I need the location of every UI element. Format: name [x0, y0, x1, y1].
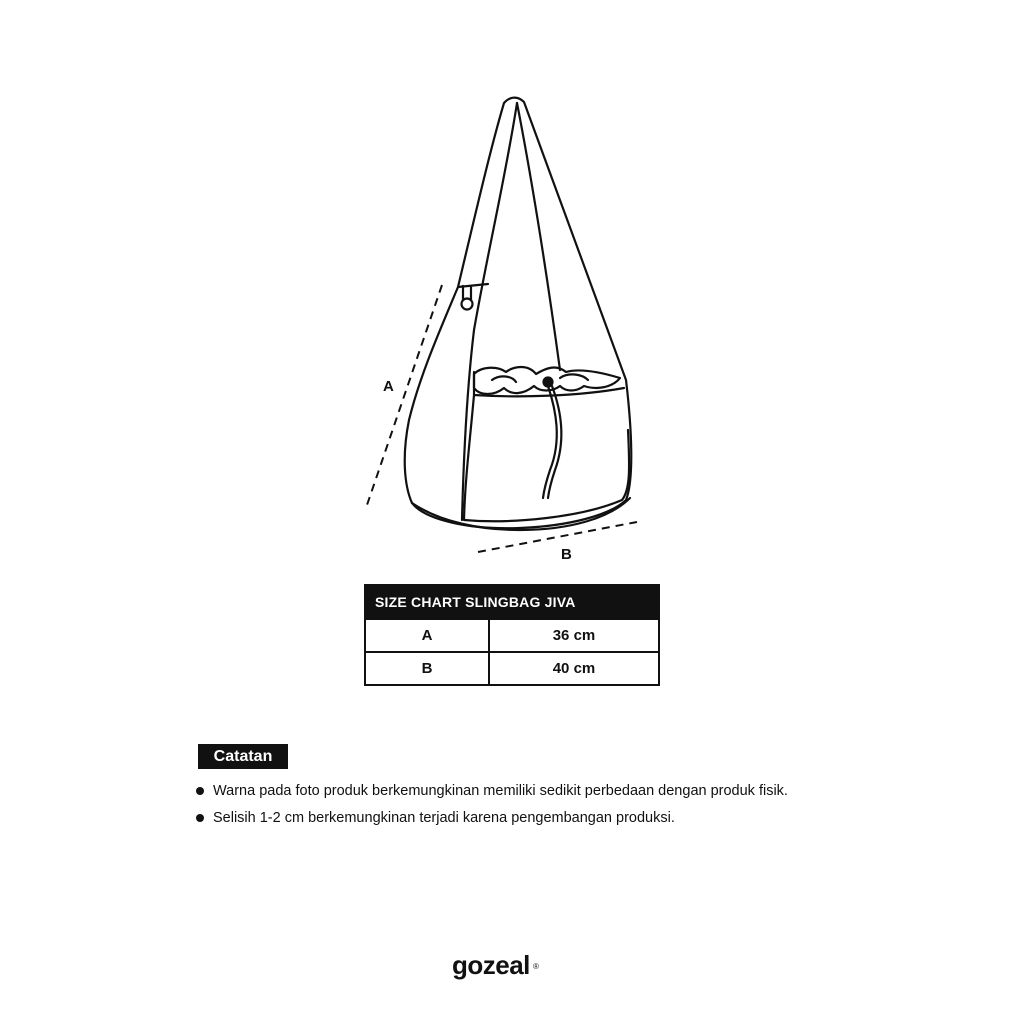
scrunch-fold-2 [560, 374, 588, 380]
bag-base [412, 498, 630, 530]
bullet-icon [196, 787, 204, 795]
scrunch-fold-1 [492, 376, 516, 382]
zip-ring [462, 299, 473, 310]
list-item [196, 782, 788, 800]
note-text: Selisih 1-2 cm berkemungkinan terjadi karena pengembangan produksi. [213, 810, 675, 826]
slingbag-drawing [405, 98, 632, 530]
size-value-b: 40 cm [489, 652, 659, 685]
drawstring-cord-1 [543, 386, 557, 498]
size-key-b: B [365, 652, 489, 685]
size-chart-header-row [365, 585, 659, 619]
dimension-label-a: A [383, 378, 394, 395]
dimension-label-b: B [561, 546, 572, 563]
size-chart-title: SIZE CHART SLINGBAG JIVA [365, 585, 659, 619]
drawstring-cord-2 [548, 386, 561, 498]
note-text: Warna pada foto produk berkemungkinan memiliki sedikit perbedaan dengan produk fisik. [213, 783, 788, 799]
bullet-icon [196, 814, 204, 822]
table-row [365, 619, 659, 652]
brand-name: gozeal [452, 950, 530, 980]
strap-front-left [462, 103, 517, 520]
list-item [196, 809, 788, 827]
notes-heading: Catatan [198, 744, 288, 769]
table-row [365, 652, 659, 685]
size-chart-table [364, 584, 660, 686]
size-value-a: 36 cm [489, 619, 659, 652]
size-key-a: A [365, 619, 489, 652]
notes-list [196, 782, 788, 836]
bag-outline [405, 98, 632, 529]
registered-mark: ® [533, 962, 539, 971]
brand-logo [452, 950, 539, 980]
